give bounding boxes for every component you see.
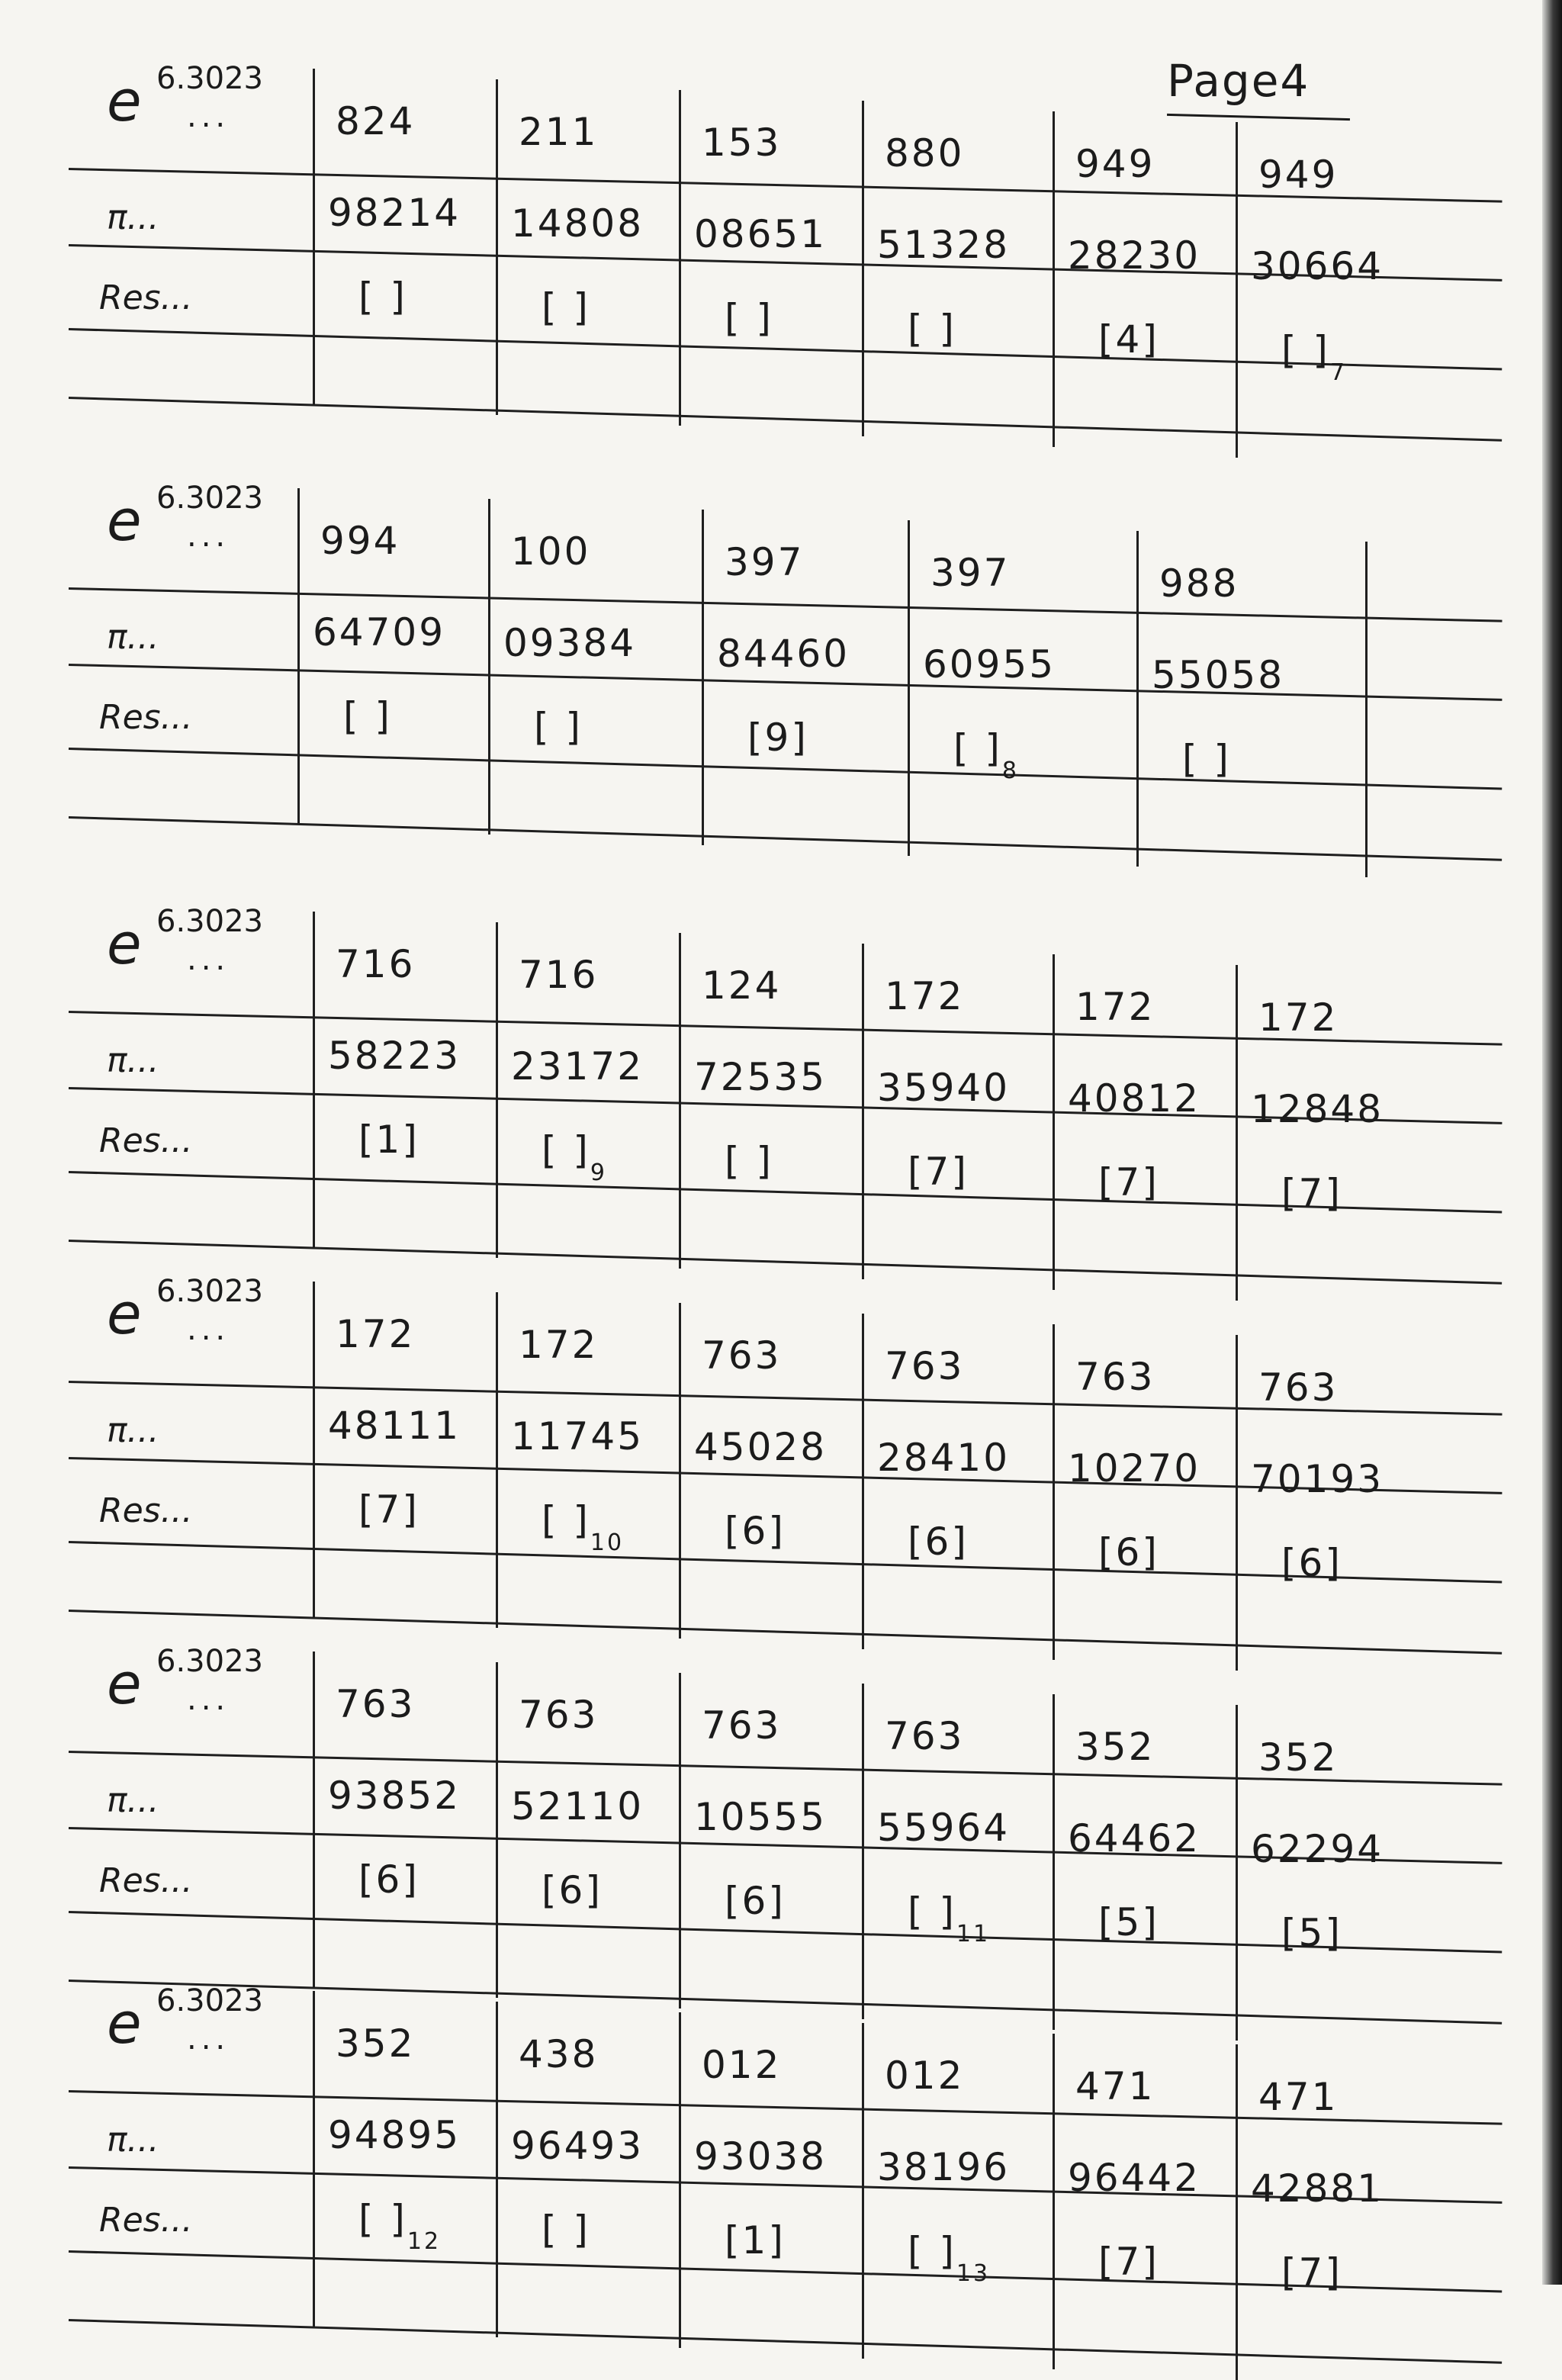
pi-digit-cell: 42881	[1251, 2166, 1384, 2211]
e-symbol: e	[107, 488, 142, 554]
e-symbol: e	[107, 1991, 142, 2057]
result-cell	[1098, 1530, 1159, 1574]
e-digit-cell: 012	[885, 2054, 965, 2098]
pi-digit-cell: 84460	[717, 632, 850, 676]
res-row-label: Res...	[99, 278, 193, 317]
pi-digit-cell: 38196	[877, 2145, 1011, 2189]
e-exponent: 6.3023	[156, 1983, 263, 2018]
e-symbol: e	[107, 912, 142, 977]
e-digit-cell: 763	[1075, 1355, 1155, 1399]
pi-digit-cell: 10270	[1068, 1446, 1201, 1491]
pi-digit-cell: 14808	[511, 201, 644, 246]
pi-digit-cell: 08651	[694, 212, 828, 256]
result-cell	[747, 716, 808, 760]
result-value: [ ]	[953, 726, 1002, 770]
result-cell	[1281, 1541, 1342, 1585]
column-divider	[908, 520, 910, 856]
column-divider	[1236, 122, 1238, 458]
res-row-label: Res...	[99, 698, 193, 737]
result-value: [5]	[1098, 1900, 1159, 1944]
result-value: [6]	[542, 1868, 603, 1912]
e-digit-cell: 763	[702, 1333, 782, 1378]
e-digit-cell: 397	[725, 540, 805, 584]
ellipsis: ...	[187, 1312, 230, 1347]
result-value: [6]	[725, 1509, 786, 1553]
e-digit-cell: 471	[1075, 2064, 1155, 2108]
pi-row-label: π...	[107, 1041, 159, 1080]
table-2	[0, 473, 1525, 870]
result-cell	[1281, 328, 1347, 386]
result-cell	[1281, 1171, 1342, 1215]
column-divider	[313, 1652, 315, 1987]
result-cell	[725, 1509, 786, 1553]
column-divider	[862, 2023, 864, 2359]
result-cell	[908, 1890, 990, 1947]
e-digit-cell: 716	[336, 942, 416, 986]
column-divider	[496, 1292, 498, 1628]
table-rule	[69, 397, 1502, 442]
pi-digit-cell: 60955	[923, 642, 1056, 687]
result-cell	[534, 705, 583, 749]
e-digit-cell: 172	[885, 974, 965, 1018]
result-cell	[542, 1498, 624, 1556]
result-cell	[1182, 737, 1231, 781]
column-divider	[496, 2002, 498, 2337]
pi-digit-cell: 64709	[313, 610, 446, 654]
result-cell	[1098, 2240, 1159, 2284]
e-digit-cell: 994	[320, 519, 400, 563]
result-cell	[358, 1118, 419, 1162]
column-divider	[1236, 965, 1238, 1301]
result-value: [9]	[747, 716, 808, 760]
res-row-label: Res...	[99, 1121, 193, 1160]
result-index: 8	[1001, 757, 1020, 784]
e-digit-cell: 824	[336, 99, 416, 143]
column-divider	[297, 488, 300, 824]
result-value: [7]	[1098, 1160, 1159, 1204]
column-divider	[313, 912, 315, 1247]
result-cell	[358, 275, 407, 319]
res-row-label: Res...	[99, 2201, 193, 2240]
result-cell	[1098, 1900, 1159, 1944]
column-divider	[1053, 2034, 1055, 2369]
pi-digit-cell: 09384	[503, 621, 637, 665]
pi-row-label: π...	[107, 618, 159, 657]
e-digit-cell: 763	[519, 1693, 599, 1737]
result-value: [7]	[1281, 1171, 1342, 1215]
column-divider	[496, 922, 498, 1258]
result-cell	[542, 285, 590, 330]
column-divider	[1053, 954, 1055, 1290]
e-digit-cell: 397	[930, 551, 1011, 595]
column-divider	[702, 510, 704, 845]
result-cell	[1098, 1160, 1159, 1204]
result-value: [7]	[358, 1488, 419, 1532]
column-divider	[313, 1991, 315, 2327]
result-cell	[908, 307, 956, 351]
result-cell	[725, 2218, 786, 2263]
e-digit-cell: 352	[1075, 1725, 1155, 1769]
table-rule	[69, 816, 1502, 861]
result-value: [6]	[1281, 1541, 1342, 1585]
result-value: [ ]	[542, 285, 590, 330]
e-digit-cell: 471	[1258, 2075, 1339, 2119]
result-value: [ ]	[542, 1128, 590, 1172]
result-index: 9	[590, 1159, 608, 1186]
result-value: [ ]	[358, 2197, 407, 2241]
e-symbol: e	[107, 1652, 142, 1717]
e-digit-cell: 352	[1258, 1735, 1339, 1780]
e-digit-cell: 352	[336, 2021, 416, 2066]
ellipsis: ...	[187, 1682, 230, 1717]
pi-digit-cell: 58223	[328, 1034, 461, 1078]
result-value: [ ]	[725, 1139, 773, 1183]
e-digit-cell: 763	[336, 1682, 416, 1726]
e-exponent: 6.3023	[156, 1644, 263, 1679]
column-divider	[1136, 531, 1139, 867]
column-divider	[488, 499, 490, 835]
pi-digit-cell: 28230	[1068, 233, 1201, 278]
pi-digit-cell: 96493	[511, 2124, 644, 2168]
pi-digit-cell: 23172	[511, 1044, 644, 1089]
e-exponent: 6.3023	[156, 1274, 263, 1309]
column-divider	[679, 2012, 681, 2348]
pi-digit-cell: 28410	[877, 1436, 1011, 1480]
column-divider	[862, 944, 864, 1279]
e-digit-cell: 172	[519, 1323, 599, 1367]
column-divider	[1236, 2044, 1238, 2380]
e-exponent: 6.3023	[156, 61, 263, 96]
pi-digit-cell: 10555	[694, 1795, 828, 1839]
pi-digit-cell: 11745	[511, 1414, 644, 1459]
column-divider	[496, 1662, 498, 1998]
pi-digit-cell: 45028	[694, 1425, 828, 1469]
e-digit-cell: 153	[702, 121, 782, 165]
pi-digit-cell: 40812	[1068, 1076, 1201, 1121]
result-cell	[908, 1520, 969, 1564]
e-exponent: 6.3023	[156, 904, 263, 939]
result-value: [ ]	[908, 1890, 956, 1934]
pi-row-label: π...	[107, 1781, 159, 1820]
table-1	[0, 53, 1525, 450]
pi-digit-cell: 96442	[1068, 2156, 1201, 2200]
pi-row-label: π...	[107, 2121, 159, 2160]
result-value: [6]	[358, 1857, 419, 1902]
table-rule	[69, 2319, 1502, 2364]
pi-digit-cell: 62294	[1251, 1827, 1384, 1871]
pi-digit-cell: 64462	[1068, 1816, 1201, 1861]
e-exponent: 6.3023	[156, 481, 263, 516]
pi-digit-cell: 55058	[1152, 653, 1285, 697]
column-divider	[679, 1673, 681, 2009]
e-digit-cell: 880	[885, 131, 965, 175]
column-divider	[1236, 1335, 1238, 1671]
result-value: [7]	[1098, 2240, 1159, 2284]
result-index: 11	[956, 1921, 991, 1947]
result-cell	[953, 726, 1019, 784]
result-cell	[1098, 317, 1159, 362]
res-row-label: Res...	[99, 1861, 193, 1900]
pi-digit-cell: 93038	[694, 2134, 828, 2179]
column-divider	[313, 1282, 315, 1617]
result-cell	[542, 1128, 607, 1186]
e-digit-cell: 988	[1159, 561, 1239, 606]
ellipsis: ...	[187, 99, 230, 134]
e-digit-cell: 763	[885, 1344, 965, 1388]
column-divider	[1365, 542, 1368, 877]
column-divider	[1053, 111, 1055, 447]
result-value: [1]	[725, 2218, 786, 2263]
pi-row-label: π...	[107, 198, 159, 237]
pi-digit-cell: 30664	[1251, 244, 1384, 288]
result-value: [ ]	[542, 1498, 590, 1542]
e-digit-cell: 172	[1258, 995, 1339, 1040]
pi-digit-cell: 72535	[694, 1055, 828, 1099]
e-digit-cell: 763	[885, 1714, 965, 1758]
table-6	[0, 1976, 1525, 2372]
table-3	[0, 896, 1525, 1293]
result-cell	[358, 2197, 441, 2255]
e-digit-cell: 012	[702, 2043, 782, 2087]
result-value: [4]	[1098, 317, 1159, 362]
result-cell	[542, 2208, 590, 2252]
pi-digit-cell: 94895	[328, 2113, 461, 2157]
e-digit-cell: 172	[1075, 985, 1155, 1029]
result-value: [6]	[908, 1520, 969, 1564]
pi-digit-cell: 70193	[1251, 1457, 1384, 1501]
result-cell	[725, 296, 773, 340]
e-digit-cell: 172	[336, 1312, 416, 1356]
result-value: [ ]	[343, 694, 392, 738]
pi-digit-cell: 93852	[328, 1774, 461, 1818]
e-symbol: e	[107, 1282, 142, 1347]
column-divider	[862, 1314, 864, 1649]
result-value: [ ]	[534, 705, 583, 749]
result-cell	[343, 694, 392, 738]
e-digit-cell: 124	[702, 963, 782, 1008]
e-digit-cell: 763	[1258, 1365, 1339, 1410]
e-digit-cell: 716	[519, 953, 599, 997]
ellipsis: ...	[187, 519, 230, 554]
result-cell	[725, 1139, 773, 1183]
column-divider	[679, 90, 681, 426]
e-digit-cell: 211	[519, 110, 599, 154]
table-4	[0, 1266, 1525, 1663]
res-row-label: Res...	[99, 1491, 193, 1530]
column-divider	[1053, 1324, 1055, 1660]
result-index: 10	[590, 1529, 625, 1556]
result-index: 7	[1329, 359, 1348, 386]
ellipsis: ...	[187, 2021, 230, 2057]
result-cell	[358, 1857, 419, 1902]
result-value: [5]	[1281, 1911, 1342, 1955]
column-divider	[862, 1684, 864, 2019]
result-value: [ ]	[908, 2229, 956, 2273]
e-digit-cell: 949	[1258, 153, 1339, 197]
result-value: [6]	[725, 1879, 786, 1923]
ellipsis: ...	[187, 942, 230, 977]
column-divider	[862, 101, 864, 436]
pi-digit-cell: 12848	[1251, 1087, 1384, 1131]
pi-digit-cell: 55964	[877, 1806, 1011, 1850]
pi-digit-cell: 48111	[328, 1404, 461, 1448]
table-rule	[69, 587, 1503, 622]
column-divider	[496, 79, 498, 415]
result-cell	[725, 1879, 786, 1923]
result-value: [ ]	[725, 296, 773, 340]
table-5	[0, 1636, 1525, 2033]
column-divider	[313, 69, 315, 404]
column-divider	[679, 1303, 681, 1639]
result-value: [ ]	[358, 275, 407, 319]
result-value: [ ]	[1182, 737, 1231, 781]
e-symbol: e	[107, 69, 142, 134]
e-digit-cell: 763	[702, 1703, 782, 1748]
result-cell	[908, 2229, 990, 2287]
result-value: [7]	[1281, 2250, 1342, 2295]
result-cell	[1281, 1911, 1342, 1955]
pi-digit-cell: 52110	[511, 1784, 644, 1828]
result-cell	[542, 1868, 603, 1912]
page-label: Page4	[1167, 55, 1310, 107]
result-value: [ ]	[1281, 328, 1330, 372]
result-value: [ ]	[908, 307, 956, 351]
result-value: [6]	[1098, 1530, 1159, 1574]
page-edge-shadow	[1542, 0, 1562, 2285]
e-digit-cell: 438	[519, 2032, 599, 2076]
pi-digit-cell: 51328	[877, 223, 1011, 267]
pi-digit-cell: 98214	[328, 191, 461, 235]
e-digit-cell: 949	[1075, 142, 1155, 186]
pi-row-label: π...	[107, 1411, 159, 1450]
result-cell	[908, 1150, 969, 1194]
result-cell	[1281, 2250, 1342, 2295]
result-cell	[358, 1488, 419, 1532]
result-value: [1]	[358, 1118, 419, 1162]
result-value: [ ]	[542, 2208, 590, 2252]
pi-digit-cell: 35940	[877, 1066, 1011, 1110]
e-digit-cell: 100	[511, 529, 591, 574]
result-index: 12	[407, 2228, 442, 2255]
column-divider	[679, 933, 681, 1269]
result-value: [7]	[908, 1150, 969, 1194]
result-index: 13	[956, 2260, 991, 2287]
